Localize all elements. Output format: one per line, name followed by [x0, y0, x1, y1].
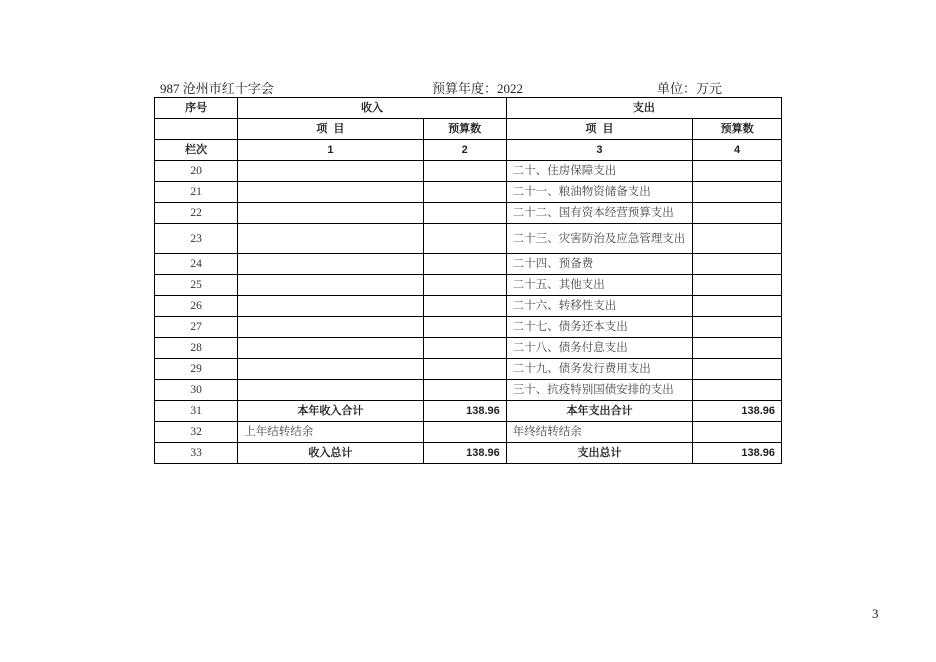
table-row — [155, 161, 782, 182]
carry-over-row — [155, 422, 782, 443]
table-row — [155, 275, 782, 296]
income-item — [238, 254, 423, 275]
income-grand-total-label: 收入总计 — [238, 443, 423, 464]
year-total-row — [155, 401, 782, 422]
income-carry-amount — [423, 422, 506, 443]
income-item-header: 项 目 — [238, 119, 423, 140]
expense-item-header: 项 目 — [506, 119, 692, 140]
row-seq: 23 — [155, 224, 238, 254]
income-item — [238, 203, 423, 224]
income-amount — [423, 161, 506, 182]
income-item — [238, 161, 423, 182]
income-amount — [423, 296, 506, 317]
header-row-1 — [155, 98, 782, 119]
table-row — [155, 224, 782, 254]
income-item — [238, 224, 423, 254]
expense-item: 二十五、其他支出 — [506, 275, 692, 296]
row-seq: 28 — [155, 338, 238, 359]
income-grand-total-amount: 138.96 — [423, 443, 506, 464]
expense-amount — [693, 203, 782, 224]
column-index-4: 4 — [693, 140, 782, 161]
income-amount — [423, 224, 506, 254]
income-amount — [423, 275, 506, 296]
expense-item: 二十六、转移性支出 — [506, 296, 692, 317]
row-seq: 32 — [155, 422, 238, 443]
income-amount — [423, 317, 506, 338]
column-index-3: 3 — [506, 140, 692, 161]
row-seq: 26 — [155, 296, 238, 317]
income-amount — [423, 182, 506, 203]
row-seq: 27 — [155, 317, 238, 338]
table-row — [155, 338, 782, 359]
page-number: 3 — [872, 606, 879, 621]
column-index-1: 1 — [238, 140, 423, 161]
row-seq: 22 — [155, 203, 238, 224]
expense-amount — [693, 182, 782, 203]
expense-amount — [693, 224, 782, 254]
report-header — [160, 78, 780, 96]
income-item — [238, 317, 423, 338]
header-row-3 — [155, 140, 782, 161]
income-header: 收入 — [238, 98, 507, 119]
currency-unit: 单位：万元 — [657, 81, 723, 96]
expense-item: 二十七、债务还本支出 — [506, 317, 692, 338]
expense-item: 二十、住房保障支出 — [506, 161, 692, 182]
table-row — [155, 380, 782, 401]
expense-amount — [693, 359, 782, 380]
income-year-total-label: 本年收入合计 — [238, 401, 423, 422]
expense-year-total-label: 本年支出合计 — [506, 401, 692, 422]
expense-carry-amount — [693, 422, 782, 443]
income-amount-header: 预算数 — [423, 119, 506, 140]
expense-item: 二十八、债务付息支出 — [506, 338, 692, 359]
expense-header: 支出 — [506, 98, 781, 119]
income-item — [238, 182, 423, 203]
row-seq: 20 — [155, 161, 238, 182]
expense-amount — [693, 317, 782, 338]
income-carry-label: 上年结转结余 — [238, 422, 423, 443]
table-row — [155, 203, 782, 224]
row-seq: 33 — [155, 443, 238, 464]
income-amount — [423, 254, 506, 275]
row-seq: 30 — [155, 380, 238, 401]
expense-grand-total-label: 支出总计 — [506, 443, 692, 464]
expense-amount-header: 预算数 — [693, 119, 782, 140]
column-index-label: 栏次 — [155, 140, 238, 161]
expense-amount — [693, 296, 782, 317]
header-row-2 — [155, 119, 782, 140]
expense-grand-total-amount: 138.96 — [693, 443, 782, 464]
expense-item: 二十四、预备费 — [506, 254, 692, 275]
row-seq: 24 — [155, 254, 238, 275]
income-year-total-amount: 138.96 — [423, 401, 506, 422]
expense-item: 三十、抗疫特别国债安排的支出 — [506, 380, 692, 401]
row-seq: 31 — [155, 401, 238, 422]
row-seq: 21 — [155, 182, 238, 203]
income-item — [238, 275, 423, 296]
blank-cell — [155, 119, 238, 140]
expense-amount — [693, 380, 782, 401]
column-index-2: 2 — [423, 140, 506, 161]
expense-amount — [693, 338, 782, 359]
seq-header: 序号 — [155, 98, 238, 119]
expense-amount — [693, 254, 782, 275]
table-row — [155, 317, 782, 338]
row-seq: 29 — [155, 359, 238, 380]
expense-amount — [693, 275, 782, 296]
expense-item: 二十二、国有资本经营预算支出 — [506, 203, 692, 224]
income-amount — [423, 338, 506, 359]
table-row — [155, 359, 782, 380]
income-amount — [423, 380, 506, 401]
expense-amount — [693, 161, 782, 182]
income-amount — [423, 203, 506, 224]
row-seq: 25 — [155, 275, 238, 296]
budget-table — [154, 97, 782, 464]
table-row — [155, 254, 782, 275]
expense-carry-label: 年终结转结余 — [506, 422, 692, 443]
income-item — [238, 380, 423, 401]
budget-year: 预算年度：2022 — [432, 81, 524, 96]
table-row — [155, 182, 782, 203]
expense-item: 二十一、粮油物资储备支出 — [506, 182, 692, 203]
table-row — [155, 296, 782, 317]
organization-name: 987 沧州市红十字会 — [160, 81, 274, 96]
income-item — [238, 296, 423, 317]
grand-total-row — [155, 443, 782, 464]
expense-item: 二十九、债务发行费用支出 — [506, 359, 692, 380]
expense-item: 二十三、灾害防治及应急管理支出 — [506, 224, 692, 254]
income-amount — [423, 359, 506, 380]
expense-year-total-amount: 138.96 — [693, 401, 782, 422]
income-item — [238, 359, 423, 380]
income-item — [238, 338, 423, 359]
